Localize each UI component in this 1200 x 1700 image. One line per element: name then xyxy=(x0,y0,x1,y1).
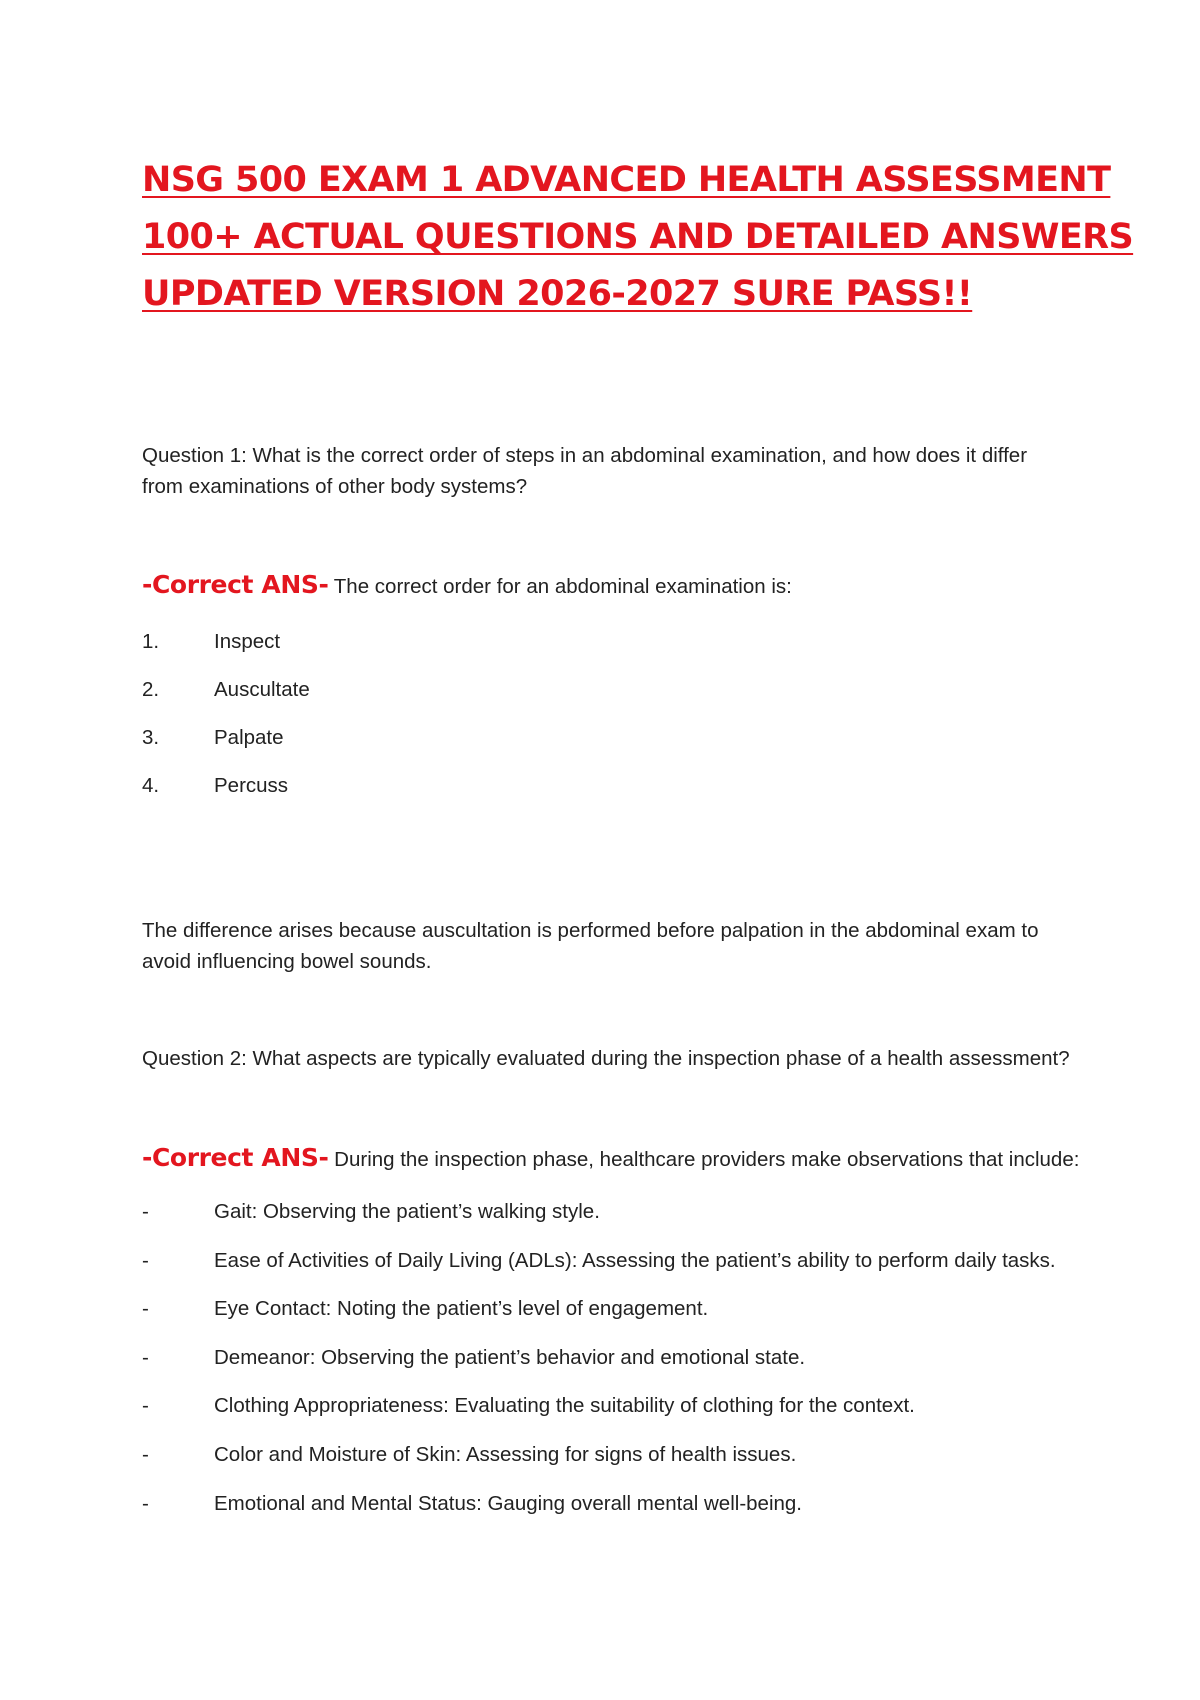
title-line-3: UPDATED VERSION 2026-2027 SURE PASS!! xyxy=(142,274,973,314)
correct-answer-label: -Correct ANS- xyxy=(142,570,329,599)
list-bullet: - xyxy=(142,1200,149,1223)
answer-2-intro: During the inspection phase, healthcare providers make observations that include: xyxy=(334,1148,1080,1171)
list-item xyxy=(142,630,1102,678)
answer-2-intro-line xyxy=(142,1143,1102,1172)
list-number: 1. xyxy=(142,630,160,653)
list-item xyxy=(142,1200,1102,1249)
list-bullet: - xyxy=(142,1442,149,1466)
list-item xyxy=(142,1297,1102,1346)
question-1: Question 1: What is the correct order of steps in an abdominal examination, and how does it differ from examinations of other body systems? xyxy=(142,444,1028,498)
list-item-text: Demeanor: Observing the patient’s behavior and emotional state. xyxy=(214,1345,806,1369)
list-item xyxy=(142,726,1102,774)
list-number: 4. xyxy=(142,774,160,797)
document-title xyxy=(142,152,1134,323)
list-item xyxy=(142,1346,1102,1395)
list-item-text: Ease of Activities of Daily Living (ADLs): Assessing the patient’s ability to perform daily tasks. xyxy=(214,1248,1056,1272)
list-bullet: - xyxy=(142,1394,149,1418)
list-item-text: Emotional and Mental Status: Gauging overall mental well-being. xyxy=(214,1491,802,1515)
list-bullet: - xyxy=(142,1491,149,1515)
list-item-text: Clothing Appropriateness: Evaluating the suitability of clothing for the context. xyxy=(214,1394,915,1418)
list-item xyxy=(142,1443,1102,1492)
inspection-aspects-list xyxy=(142,1200,1102,1540)
answer-1-intro-line xyxy=(142,570,1102,599)
list-item-text: Gait: Observing the patient’s walking style. xyxy=(214,1200,600,1223)
list-bullet: - xyxy=(142,1297,149,1321)
list-item-text: Inspect xyxy=(214,630,281,653)
list-item xyxy=(142,1394,1102,1443)
title-line-1: NSG 500 EXAM 1 ADVANCED HEALTH ASSESSMENT xyxy=(142,160,1111,200)
title-line-2: 100+ ACTUAL QUESTIONS AND DETAILED ANSWERS xyxy=(142,217,1134,257)
abdominal-exam-steps xyxy=(142,630,1102,822)
list-item xyxy=(142,1492,1102,1541)
list-item xyxy=(142,774,1102,822)
list-bullet: - xyxy=(142,1248,149,1272)
list-item-text: Auscultate xyxy=(214,678,310,701)
question-2: Question 2: What aspects are typically evaluated during the inspection phase of a health assessment? xyxy=(142,1047,1070,1070)
list-number: 3. xyxy=(142,726,160,749)
list-item-text: Percuss xyxy=(214,774,289,797)
list-item-text: Color and Moisture of Skin: Assessing for signs of health issues. xyxy=(214,1442,797,1466)
list-item xyxy=(142,678,1102,726)
correct-answer-label: -Correct ANS- xyxy=(142,1143,329,1172)
answer-1-intro: The correct order for an abdominal examination is: xyxy=(333,575,792,598)
answer-1-explanation: The difference arises because auscultation is performed before palpation in the abdominal exam to avoid influencing bowel sounds. xyxy=(142,919,1039,973)
list-item-text: Eye Contact: Noting the patient’s level of engagement. xyxy=(214,1297,709,1321)
list-number: 2. xyxy=(142,678,160,701)
list-item xyxy=(142,1249,1102,1298)
list-item-text: Palpate xyxy=(214,726,284,749)
list-bullet: - xyxy=(142,1345,149,1369)
